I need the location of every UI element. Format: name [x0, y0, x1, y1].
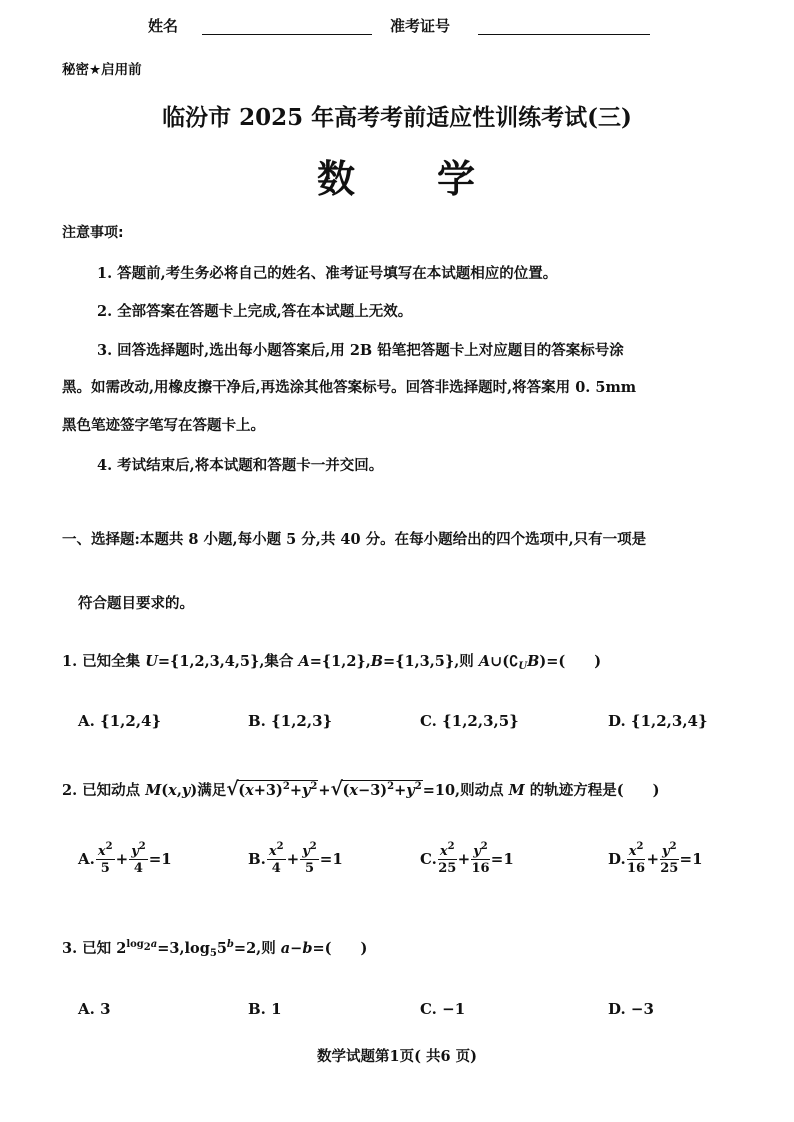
sqrt-term-1: √ $(x+3)^2+y^2$ [226, 778, 318, 800]
exam-title: 临汾市 2025 年高考考前适应性训练考试(三) [162, 104, 632, 131]
section-1-heading-line-2: 符合题目要求的。 [78, 595, 194, 612]
note-item-1: 1. 答题前,考生务必将自己的姓名、准考证号填写在本试题相应的位置。 [97, 265, 558, 282]
q2-option-b[interactable]: B. $\frac{x^2}{4}$ + $\frac{y^2}{5}$ =1 [248, 841, 343, 876]
q2-option-d[interactable]: D. $\frac{x^2}{16}$ + $\frac{y^2}{25}$ =1 [608, 841, 703, 876]
q1-option-d[interactable]: D. {1,2,3,4} [608, 712, 708, 730]
subject-title: 数 学 [316, 157, 477, 201]
q2-option-a[interactable]: A. $\frac{x^2}{5}$ + $\frac{y^2}{4}$ =1 [78, 841, 172, 876]
exam-id-label: 准考证号 [390, 17, 451, 35]
sqrt-term-2: √ $(x-3)^2+y^2$ [330, 778, 422, 800]
note-item-3-line-1: 3. 回答选择题时,选出每小题答案后,用 2B 铅笔把答题卡上对应题目的答案标号涂 [97, 342, 624, 359]
q1-option-c[interactable]: C. {1,2,3,5} [420, 712, 519, 730]
page-footer: 数学试题第1页( 共6 页) [317, 1048, 477, 1065]
name-label: 姓名 [148, 17, 179, 35]
note-item-3-line-2: 黑。如需改动,用橡皮擦干净后,再选涂其他答案标号。回答非选择题时,将答案用 0. 5mm [62, 379, 637, 396]
exam-id-blank-line[interactable] [478, 34, 650, 35]
q2-option-a-letter: A. [78, 850, 95, 868]
q2-option-d-letter: D. [608, 850, 626, 868]
q3-option-d[interactable]: D. −3 [608, 1000, 654, 1018]
q1-option-b[interactable]: B. {1,2,3} [248, 712, 333, 730]
note-item-2: 2. 全部答案在答题卡上完成,答在本试题上无效。 [97, 303, 413, 320]
q2-option-c-letter: C. [420, 850, 437, 868]
q1-option-a[interactable]: A. {1,2,4} [78, 712, 162, 730]
note-item-4: 4. 考试结束后,将本试题和答题卡一并交回。 [97, 457, 384, 474]
section-1-heading-line-1: 一、选择题:本题共 8 小题,每小题 5 分,共 40 分。在每小题给出的四个选项中,只有一项是 [62, 531, 647, 548]
q3-option-a[interactable]: A. 3 [78, 1000, 111, 1018]
q2-option-c[interactable]: C. $\frac{x^2}{25}$ + $\frac{y^2}{16}$ =1 [420, 841, 514, 876]
confidential-mark: 秘密★启用前 [62, 62, 142, 78]
question-3-stem: 3. 已知 $2^{log_2a}=3,\log_55^b=2$,则 a−b=( ) [62, 939, 368, 959]
notes-heading: 注意事项: [62, 225, 124, 241]
q3-option-c[interactable]: C. −1 [420, 1000, 466, 1018]
q3-option-b[interactable]: B. 1 [248, 1000, 282, 1018]
question-2-stem: 2. 已知动点 M(x,y)满足 √ $(x+3)^2+y^2+$ √ $(x-3)^2+y^2=10$,则动点 M 的轨迹方程是( ) [62, 778, 660, 800]
note-item-3-line-3: 黑色笔迹签字笔写在答题卡上。 [62, 417, 265, 434]
question-1-stem: 1. 已知全集 U={1,2,3,4,5},集合 A={1,2},B={1,3,5},则 $A\cup(∁_UB)=$( ) [62, 653, 602, 672]
q2-option-b-letter: B. [248, 850, 266, 868]
name-blank-line[interactable] [202, 34, 372, 35]
